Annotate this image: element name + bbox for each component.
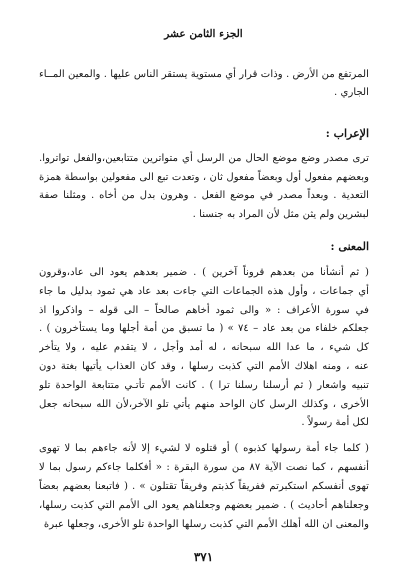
text-line: كل شيء ، ما عدا الله سبحانه ، له أمد وأجل ، لا يتقدم عليه ، ولا يتأخر	[39, 342, 369, 354]
text-line: ( كلما جاء أمة رسولها كذبوه ) أو قتلوه لا لشيء إلا لأنه جاءهم بما لا تهوى	[39, 443, 369, 454]
meaning-heading: المعنى :	[330, 240, 369, 253]
text-line: ترى مصدر وضع موضع الحال من الرسل أي متواترين متتابعين،والفعل تواتروا.	[39, 153, 369, 164]
running-header: الجزء الثامن عشر	[164, 28, 243, 40]
text-line: لبشرين ولم يثن مثل لأن المراد به جنسنا .	[192, 208, 369, 220]
text-line: وبعضهم مفعول أول وبعضاً مفعول ثان ، وتعدت تبع الى مفعولين بواسطة همزة	[39, 171, 369, 183]
text-line: وجعلناهم أحاديث ) . ضمير بعضهم وجعلناهم يعود الى الأمم التي كذبت رسلها،	[39, 500, 369, 511]
text-line: الأخرى ، وكذلك الرسل كان الواحد منهم يأتي تلو الآخر،لأن الله سبحانه جعل	[39, 398, 369, 410]
page-number: ٣٧١	[193, 550, 214, 564]
text-line: التعدية . وبعداً مصدر في موضع الفعل . وهرون بدل من أخاه . ومثلنا صفة	[39, 190, 369, 201]
text-line: ( ثم أنشأنا من بعدهم قروناً آخرين ) . ضمير بعدهم يعود الى عاد،وقرون	[39, 267, 369, 278]
text-line: المرتفع من الأرض . وذات قرار أي مستوية يستقر الناس عليها . والمعين المــاء	[39, 69, 369, 80]
text-line: في سورة الأعراف : « والى ثمود أخاهم صالحاً – الى قوله – واذكروا اذ	[39, 304, 369, 316]
text-line: أي جماعات ، وأول هذه الجماعات التي جاءت بعد عاد هي ثمود بدليل ما جاء	[39, 285, 369, 297]
text-line: الجاري .	[334, 87, 369, 98]
text-line: جعلكم خلفاء من بعد عاد – ٧٤ » ( ما تسبق من أمة أجلها وما يستأخرون ) .	[39, 323, 369, 335]
text-line: تهوى أنفسكم استكبرتم ففريقاً كذبتم وفريقاً تقتلون » . ( فاتبعنا بعضهم بعضاً	[39, 481, 369, 492]
irab-heading: الإعراب :	[325, 127, 369, 140]
text-line: أنفسهم ، كما نصت الآية ٨٧ من سورة البقرة : « أفكلما جاءكم رسول بما لا	[39, 462, 369, 473]
text-line: تنبيه واشعار ( ثم أرسلنا رسلنا ترا ) . كانت الأمم تأتـي متتابعة الواحدة تلو	[39, 379, 369, 391]
text-line: عنه ، ومنه اهلاك الأمم التي كذبت رسلها ، وقد كان العذاب يأتيها بغتة دون	[39, 361, 369, 372]
text-line: لكل أمة رسولاً .	[301, 417, 369, 429]
text-line: والمعنى ان الله أهلك الأمم التي كذبت رسلها الواحدة تلو الأخرى، وجعلها عبرة	[43, 519, 369, 530]
